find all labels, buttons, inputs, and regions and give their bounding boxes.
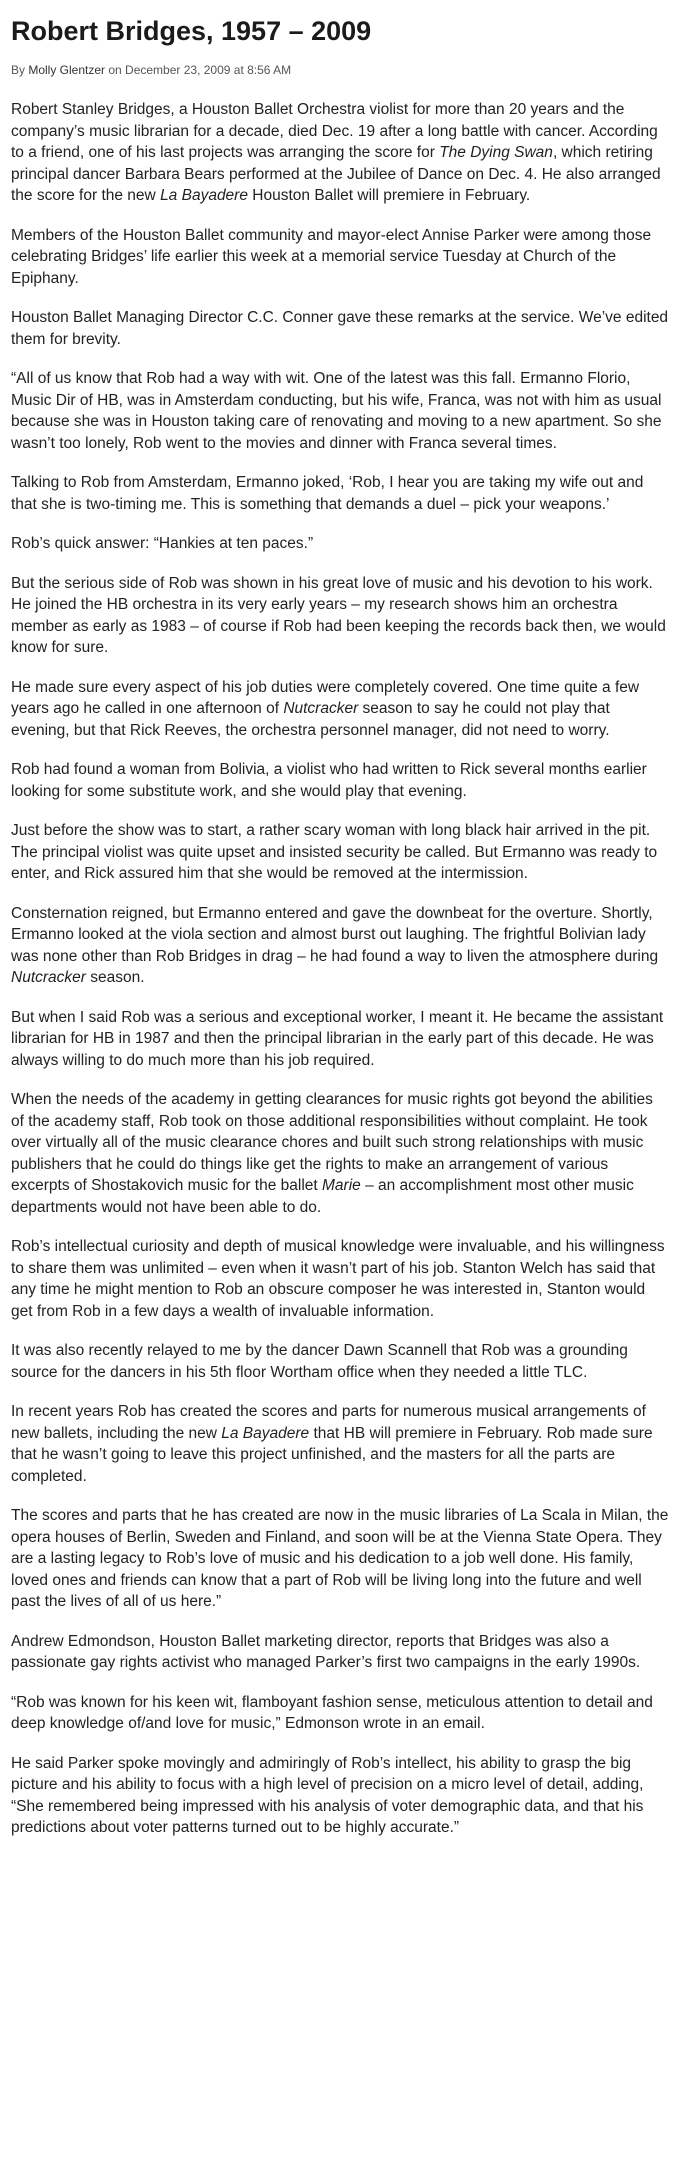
italic-title-text: La Bayadere xyxy=(221,1424,310,1442)
paragraph-text: Members of the Houston Ballet community and mayor-elect Annise Parker were among those celebrating Bridges’ life earlier this week at a memorial service Tuesday at Church of the Epiphany. xyxy=(11,226,652,287)
paragraph xyxy=(11,533,670,555)
italic-title-text: Nutcracker xyxy=(283,700,359,717)
paragraph-text: – an accomplishment most other music departments would not have been able to do. xyxy=(11,1177,634,1216)
paragraph-text: Consternation reigned, but Ermanno entered and gave the downbeat for the overture. Shortly, Ermanno looked at the viola section and almost burst out laughing. The frightful Bolivian lady was none other than Rob Bridges in drag – he had found a way to liven the atmosphere during xyxy=(11,904,659,965)
italic-title-text: Marie xyxy=(322,1177,361,1194)
paragraph xyxy=(11,307,670,350)
byline-author: Molly Glentzer xyxy=(28,63,106,77)
paragraph-text: Robert Stanley Bridges, a Houston Ballet Orchestra violist for more than 20 years and the company’s music librarian for a decade, died Dec. 19 after a long battle with cancer. According to a friend, one of his last projects was arranging the score for xyxy=(11,101,658,161)
paragraph-text: But the serious side of Rob was shown in his great love of music and his devotion to his work. He joined the HB orchestra in its very early years – my research shows him an orchestra member as early as 1983 – of course if Rob had been keeping the records back then, we would know for sure. xyxy=(11,574,666,656)
paragraph-text: Talking to Rob from Amsterdam, Ermanno joked, ‘Rob, I hear you are taking my wife out and that she is two-timing me. This is something that demands a duel – pick your weapons.’ xyxy=(11,474,644,513)
paragraph xyxy=(11,1505,670,1613)
italic-title-text: The Dying Swan xyxy=(439,144,553,161)
byline-prefix: By xyxy=(11,63,29,77)
paragraph-text: In recent years Rob has created the scores and parts for numerous musical arrangements of new ballets, including the new xyxy=(11,1403,646,1442)
paragraph-text: Rob’s quick answer: “Hankies at ten paces.” xyxy=(11,535,314,552)
paragraph xyxy=(11,1631,670,1674)
paragraph xyxy=(11,820,670,885)
paragraph xyxy=(11,1753,670,1839)
paragraph-text: Houston Ballet will premiere in February. xyxy=(247,187,531,204)
paragraph xyxy=(11,1007,670,1072)
paragraph xyxy=(11,903,670,989)
paragraph-text: He made sure every aspect of his job duties were completely covered. One time quite a few years ago he called in one afternoon of xyxy=(11,678,640,717)
paragraph xyxy=(11,225,670,290)
paragraph xyxy=(11,1089,670,1218)
paragraph-text: season to say he could not play that evening, but that Rick Reeves, the orchestra personnel manager, did not need to worry. xyxy=(11,700,610,739)
paragraph-text: Just before the show was to start, a rather scary woman with long black hair arrived in the pit. The principal violist was quite upset and insisted security be called. But Ermanno was ready to enter, and Rick assured him that she would be removed at the intermission. xyxy=(11,822,658,882)
paragraph-text: It was also recently relayed to me by the dancer Dawn Scannell that Rob was a grounding source for the dancers in his 5th floor Wortham office when they needed a little TLC. xyxy=(11,1342,628,1381)
article-title: Robert Bridges, 1957 – 2009 xyxy=(11,16,372,46)
paragraph-text: that HB will premiere in February. Rob made sure that he wasn’t going to leave this project unfinished, and the masters for all the parts are completed. xyxy=(11,1424,653,1485)
paragraph xyxy=(11,759,670,802)
paragraph xyxy=(11,99,670,207)
paragraph xyxy=(11,1692,670,1735)
byline xyxy=(11,62,670,78)
italic-title-text: La Bayadere xyxy=(160,187,248,204)
paragraph-text: “Rob was known for his keen wit, flamboyant fashion sense, meticulous attention to detail and deep knowledge of/and love for music,” Edmonson wrote in an email. xyxy=(11,1693,653,1732)
paragraph-text: When the needs of the academy in getting clearances for music rights got beyond the abilities of the academy staff, Rob took on those additional responsibilities without complaint. He took over virtually all of the music clearance chores and built such strong relationships with music publishers that he could do things like get the rights to make an arrangement of various excerpts of Shostakovich music for the ballet xyxy=(11,1091,653,1194)
paragraph xyxy=(11,368,670,454)
paragraph-text: He said Parker spoke movingly and admiringly of Rob’s intellect, his ability to grasp the big picture and his ability to focus with a high level of precision on a micro level of detail, adding, “She remembered being impressed with his analysis of voter demographic data, and that his predictions about voter patterns turned out to be highly accurate.” xyxy=(11,1754,644,1836)
paragraph-text: season. xyxy=(85,969,145,986)
paragraph xyxy=(11,677,670,742)
paragraph xyxy=(11,573,670,659)
paragraph xyxy=(11,472,670,515)
paragraph-text: Andrew Edmondson, Houston Ballet marketing director, reports that Bridges was also a passionate gay rights activist who managed Parker’s first two campaigns in the early 1990s. xyxy=(11,1632,641,1671)
paragraph-text: Rob had found a woman from Bolivia, a violist who had written to Rick several months earlier looking for some substitute work, and she would play that evening. xyxy=(11,761,647,800)
paragraph xyxy=(11,1340,670,1383)
paragraph-text: But when I said Rob was a serious and exceptional worker, I meant it. He became the assistant librarian for HB in 1987 and then the principal librarian in the early part of this decade. He was always willing to do much more than his job required. xyxy=(11,1008,664,1069)
paragraph-text: Rob’s intellectual curiosity and depth of musical knowledge were invaluable, and his willingness to share them was unlimited – even when it wasn’t part of his job. Stanton Welch has said that any time he might mention to Rob an obscure composer he was interested in, Stanton would get from Rob in a few days a wealth of invaluable information. xyxy=(11,1238,665,1320)
paragraph-text: The scores and parts that he has created are now in the music libraries of La Scala in Milan, the opera houses of Berlin, Sweden and Finland, and soon will be at the Vienna State Opera. They are a lasting legacy to Rob’s love of music and his dedication to a job well done. His family, loved ones and friends can know that a part of Rob will be living long into the future and well past the lives of all of us here.” xyxy=(11,1507,669,1610)
paragraph-text: Houston Ballet Managing Director C.C. Conner gave these remarks at the service. We’ve edited them for brevity. xyxy=(11,309,669,348)
paragraph-text: “All of us know that Rob had a way with wit. One of the latest was this fall. Ermanno Florio, Music Dir of HB, was in Amsterdam conducting, but his wife, Franca, was not with him as usual because she was in Houston taking care of renovating and moving to a new apartment. So she wasn’t too lonely, Rob went to the movies and dinner with Franca several times. xyxy=(11,370,662,452)
paragraph-text: , which retiring principal dancer Barbara Bears performed at the Jubilee of Dance on Dec. 4. He also arranged the score for the new xyxy=(11,144,661,204)
byline-date: on December 23, 2009 at 8:56 AM xyxy=(105,63,292,77)
article-body xyxy=(11,99,670,1839)
paragraph xyxy=(11,1401,670,1487)
italic-title-text: Nutcracker xyxy=(11,969,86,986)
paragraph xyxy=(11,1236,670,1322)
